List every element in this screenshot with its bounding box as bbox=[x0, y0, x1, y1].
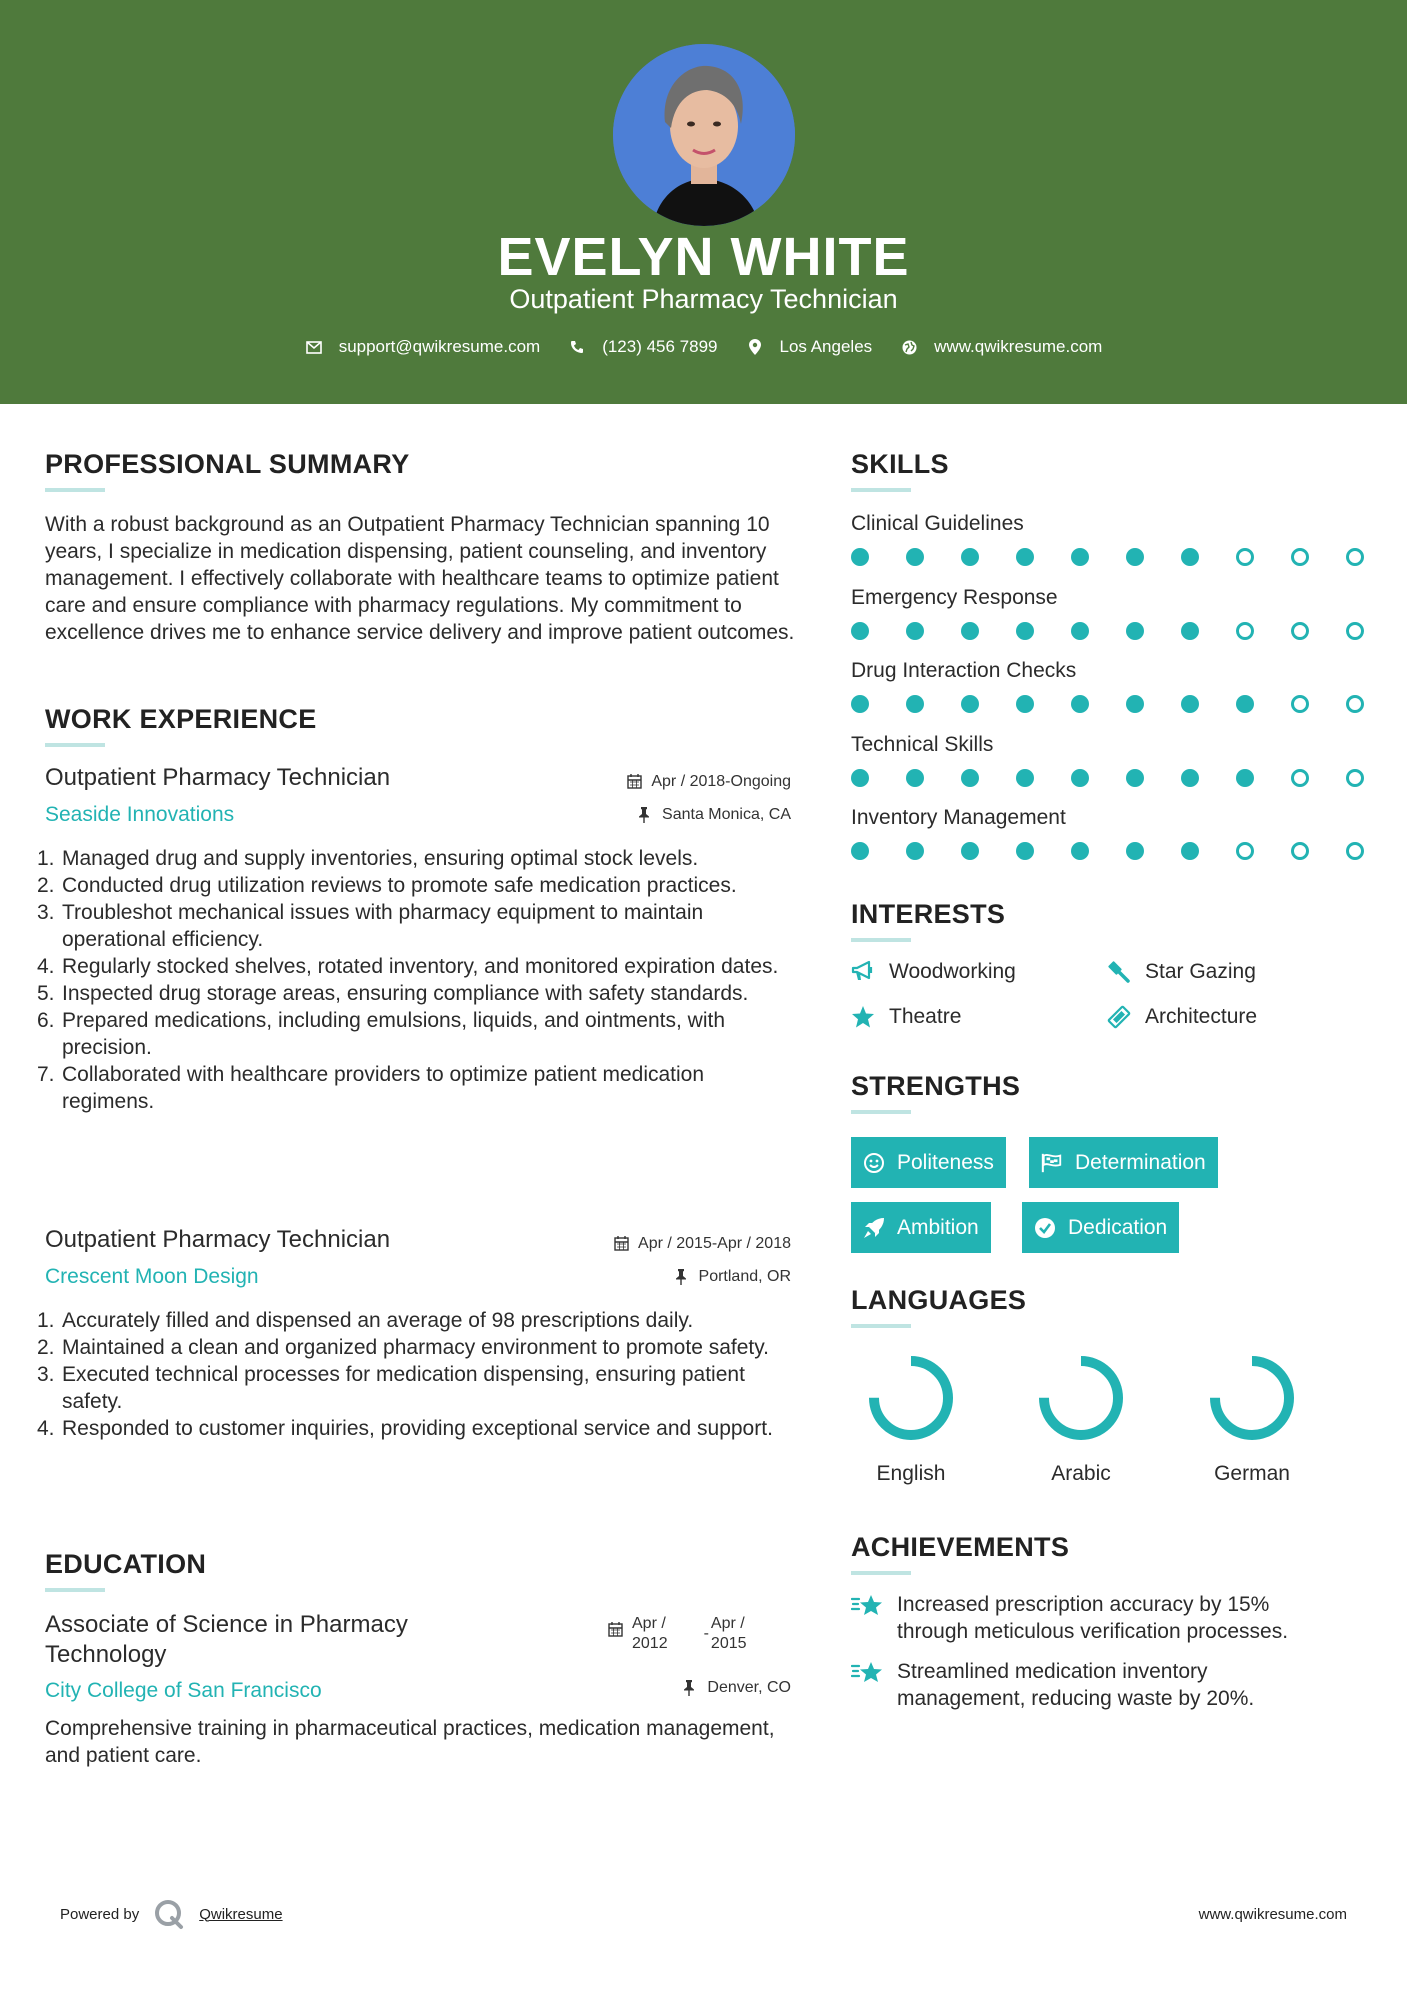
degree-line-1: Associate of Science in Pharmacy bbox=[45, 1611, 408, 1638]
location-text: Los Angeles bbox=[779, 337, 873, 356]
edu-date-dash: - bbox=[703, 1625, 709, 1642]
achievements-rule bbox=[851, 1571, 911, 1575]
pushpin-icon bbox=[638, 807, 654, 823]
bullhorn-icon bbox=[851, 960, 875, 984]
achievement-text-line: Increased prescription accuracy by 15% bbox=[897, 1593, 1270, 1616]
achievements-heading: ACHIEVEMENTS bbox=[851, 1532, 1070, 1562]
star-icon bbox=[851, 1005, 875, 1029]
education-description: Comprehensive training in pharmaceutical practices, medication management, and patient care. bbox=[45, 1717, 775, 1767]
job-2-company[interactable]: Crescent Moon Design bbox=[45, 1265, 259, 1288]
gavel-icon bbox=[1107, 960, 1131, 984]
list-item: 2. Conducted drug utilization reviews to promote safe medication practices. bbox=[37, 874, 737, 897]
rating-dot-filled bbox=[1181, 769, 1199, 787]
rating-dot-filled bbox=[1071, 548, 1089, 566]
brand-link[interactable]: Qwikresume bbox=[199, 1905, 283, 1923]
rating-dot-filled bbox=[961, 842, 979, 860]
rating-dot-empty bbox=[1346, 622, 1364, 640]
job-1-company[interactable]: Seaside Innovations bbox=[45, 803, 235, 826]
shooting-star-icon bbox=[851, 1658, 885, 1688]
list-item: 3. Executed technical processes for medication dispensing, ensuring patient safety. bbox=[37, 1363, 745, 1413]
ticket-icon bbox=[1107, 1005, 1131, 1029]
summary-heading: PROFESSIONAL SUMMARY bbox=[45, 449, 410, 479]
resume-header bbox=[0, 0, 1407, 404]
job-2-location-text: Portland, OR bbox=[698, 1268, 791, 1285]
language-level-arc bbox=[1044, 1361, 1118, 1435]
profile-photo bbox=[613, 44, 795, 226]
interest-label: Theatre bbox=[889, 1005, 962, 1028]
qwikresume-logo-icon bbox=[153, 1898, 185, 1930]
summary-rule bbox=[45, 488, 105, 492]
rating-dot-empty bbox=[1236, 622, 1254, 640]
language-name: German bbox=[1214, 1462, 1290, 1485]
pushpin-icon bbox=[675, 1269, 691, 1285]
rating-dot-empty bbox=[1291, 842, 1309, 860]
skill-rating bbox=[851, 622, 1401, 640]
skill-rating bbox=[851, 842, 1401, 860]
pushpin-icon bbox=[683, 1680, 699, 1696]
strength-determination bbox=[1029, 1137, 1218, 1188]
skills-rule bbox=[851, 488, 911, 492]
list-item: 2. Maintained a clean and organized pharmacy environment to promote safety. bbox=[37, 1336, 770, 1359]
rocket-icon bbox=[863, 1217, 885, 1239]
language-level-arc bbox=[874, 1361, 948, 1435]
skill-rating bbox=[851, 695, 1401, 713]
rating-dot-filled bbox=[851, 842, 869, 860]
list-item: 4. Responded to customer inquiries, providing exceptional service and support. bbox=[37, 1417, 773, 1440]
calendar-icon bbox=[608, 1622, 624, 1638]
interest-label: Star Gazing bbox=[1145, 960, 1256, 983]
rating-dot-empty bbox=[1291, 695, 1309, 713]
list-item: 6. Prepared medications, including emulsions, liquids, and ointments, with precision. bbox=[37, 1009, 726, 1059]
work-heading: WORK EXPERIENCE bbox=[45, 704, 317, 734]
rating-dot-empty bbox=[1346, 548, 1364, 566]
rating-dot-empty bbox=[1236, 548, 1254, 566]
achievement-text-line: management, reducing waste by 20%. bbox=[897, 1687, 1255, 1710]
rating-dot-filled bbox=[1181, 842, 1199, 860]
education-location bbox=[560, 1679, 791, 1697]
achievement-2 bbox=[851, 1658, 1254, 1712]
rating-dot-filled bbox=[1071, 769, 1089, 787]
phone-icon bbox=[568, 338, 586, 356]
shooting-star-icon bbox=[851, 1591, 885, 1621]
rating-dot-empty bbox=[1346, 769, 1364, 787]
candidate-name: EVELYN WHITE bbox=[497, 227, 910, 287]
smile-icon bbox=[863, 1152, 885, 1174]
job-1-date-text: Apr / 2018-Ongoing bbox=[651, 773, 791, 790]
job-2-date bbox=[560, 1235, 791, 1253]
job-1-location-text: Santa Monica, CA bbox=[662, 806, 791, 823]
rating-dot-filled bbox=[1071, 695, 1089, 713]
job-2-title: Outpatient Pharmacy Technician bbox=[45, 1226, 391, 1253]
language-progress-ring bbox=[865, 1352, 957, 1444]
rating-dot-filled bbox=[906, 548, 924, 566]
language-progress-ring bbox=[1035, 1352, 1127, 1444]
work-rule bbox=[45, 743, 105, 747]
job-2-bullets bbox=[37, 1307, 797, 1442]
strength-label: Ambition bbox=[897, 1215, 979, 1239]
rating-dot-empty bbox=[1346, 842, 1364, 860]
achievement-text-line: Streamlined medication inventory bbox=[897, 1660, 1208, 1683]
strength-label: Determination bbox=[1075, 1150, 1206, 1174]
flag-icon bbox=[1041, 1152, 1063, 1174]
interest-woodworking bbox=[851, 960, 1016, 984]
interests-heading: INTERESTS bbox=[851, 899, 1006, 929]
rating-dot-filled bbox=[1236, 769, 1254, 787]
education-rule bbox=[45, 1588, 105, 1592]
rating-dot-filled bbox=[906, 842, 924, 860]
rating-dot-filled bbox=[1126, 842, 1144, 860]
skill-name: Technical Skills bbox=[851, 732, 994, 756]
strength-label: Dedication bbox=[1068, 1215, 1168, 1239]
contact-website[interactable] bbox=[900, 337, 1102, 357]
language-name: English bbox=[876, 1462, 946, 1485]
rating-dot-filled bbox=[1126, 695, 1144, 713]
strength-dedication bbox=[1022, 1202, 1179, 1253]
edu-end-date: Apr / 2015 bbox=[710, 1615, 747, 1652]
rating-dot-filled bbox=[1016, 695, 1034, 713]
rating-dot-empty bbox=[1291, 769, 1309, 787]
job-2-date-text: Apr / 2015-Apr / 2018 bbox=[638, 1235, 791, 1252]
globe-icon bbox=[900, 338, 918, 356]
rating-dot-filled bbox=[906, 622, 924, 640]
rating-dot-filled bbox=[1181, 622, 1199, 640]
website-text: www.qwikresume.com bbox=[934, 337, 1103, 356]
job-1-location bbox=[560, 806, 791, 824]
degree-line-2: Technology bbox=[45, 1641, 167, 1668]
skills-heading: SKILLS bbox=[851, 449, 949, 479]
rating-dot-filled bbox=[1071, 622, 1089, 640]
map-pin-icon bbox=[746, 338, 764, 356]
interest-theatre bbox=[851, 1005, 961, 1029]
rating-dot-empty bbox=[1291, 622, 1309, 640]
phone-text: (123) 456 7899 bbox=[602, 337, 718, 356]
job-2-location bbox=[560, 1268, 791, 1286]
list-item: 1. Managed drug and supply inventories, ensuring optimal stock levels. bbox=[37, 847, 699, 870]
edu-start-date: Apr / 2012 bbox=[632, 1615, 668, 1652]
rating-dot-filled bbox=[851, 622, 869, 640]
achievement-text-line: through meticulous verification processes. bbox=[897, 1620, 1289, 1643]
education-heading: EDUCATION bbox=[45, 1549, 207, 1579]
envelope-icon bbox=[305, 338, 323, 356]
contact-phone[interactable] bbox=[568, 337, 717, 357]
rating-dot-filled bbox=[961, 695, 979, 713]
rating-dot-filled bbox=[1126, 769, 1144, 787]
degree-title bbox=[45, 1610, 408, 1670]
rating-dot-filled bbox=[1236, 695, 1254, 713]
rating-dot-filled bbox=[1071, 842, 1089, 860]
powered-by-text: Powered by bbox=[60, 1905, 140, 1923]
language-item bbox=[846, 1352, 976, 1486]
rating-dot-filled bbox=[851, 695, 869, 713]
language-item bbox=[1016, 1352, 1146, 1486]
strength-ambition bbox=[851, 1202, 991, 1253]
education-date bbox=[608, 1614, 747, 1654]
calendar-icon bbox=[627, 774, 643, 790]
languages-rule bbox=[851, 1324, 911, 1328]
interests-rule bbox=[851, 938, 911, 942]
rating-dot-filled bbox=[851, 548, 869, 566]
rating-dot-empty bbox=[1291, 548, 1309, 566]
list-item: 7. Collaborated with healthcare providers to optimize patient medication regimens. bbox=[37, 1063, 705, 1113]
strengths-heading: STRENGTHS bbox=[851, 1071, 1021, 1101]
rating-dot-filled bbox=[1126, 548, 1144, 566]
rating-dot-filled bbox=[1181, 548, 1199, 566]
skill-rating bbox=[851, 548, 1401, 566]
contact-email[interactable] bbox=[305, 337, 541, 357]
rating-dot-filled bbox=[906, 695, 924, 713]
list-item: 5. Inspected drug storage areas, ensuring compliance with safety standards. bbox=[37, 982, 749, 1005]
list-item: 3. Troubleshot mechanical issues with pharmacy equipment to maintain operational efficiency. bbox=[37, 901, 704, 951]
language-progress-ring bbox=[1206, 1352, 1298, 1444]
interest-star-gazing bbox=[1107, 960, 1256, 984]
job-1-bullets bbox=[37, 845, 797, 1115]
interest-architecture bbox=[1107, 1005, 1257, 1029]
job-1-title: Outpatient Pharmacy Technician bbox=[45, 764, 391, 791]
rating-dot-filled bbox=[906, 769, 924, 787]
strength-label: Politeness bbox=[897, 1150, 994, 1174]
footer-website[interactable]: www.qwikresume.com bbox=[1198, 1906, 1347, 1923]
rating-dot-empty bbox=[1236, 842, 1254, 860]
candidate-title: Outpatient Pharmacy Technician bbox=[509, 284, 898, 314]
skill-name: Inventory Management bbox=[851, 806, 1066, 829]
interest-label: Woodworking bbox=[889, 960, 1016, 983]
strength-politeness bbox=[851, 1137, 1006, 1188]
summary-text: With a robust background as an Outpatient Pharmacy Technician spanning 10 years, I specialize in medication dispensing, patient counseling, and inventory management. I effectively collaborate with healthcare teams to optimize patient care and ensure compliance with pharmacy regulations. My commitment to excellence drives me to enhance service delivery and improve patient outcomes. bbox=[45, 513, 795, 644]
rating-dot-filled bbox=[1126, 622, 1144, 640]
list-item: 4. Regularly stocked shelves, rotated inventory, and monitored expiration dates. bbox=[37, 955, 779, 978]
rating-dot-filled bbox=[1016, 769, 1034, 787]
profile-portrait-icon bbox=[613, 44, 795, 226]
language-name: Arabic bbox=[1051, 1462, 1111, 1485]
calendar-icon bbox=[614, 1236, 630, 1252]
check-circle-icon bbox=[1034, 1217, 1056, 1239]
email-text: support@qwikresume.com bbox=[338, 337, 541, 356]
rating-dot-empty bbox=[1346, 695, 1364, 713]
strengths-rule bbox=[851, 1110, 911, 1114]
list-item: 1. Accurately filled and dispensed an average of 98 prescriptions daily. bbox=[37, 1309, 694, 1332]
interest-label: Architecture bbox=[1145, 1005, 1258, 1028]
skill-name: Clinical Guidelines bbox=[851, 512, 1024, 535]
rating-dot-filled bbox=[1016, 548, 1034, 566]
language-level-arc bbox=[1215, 1361, 1289, 1435]
skill-rating bbox=[851, 769, 1401, 787]
rating-dot-filled bbox=[1016, 842, 1034, 860]
language-item bbox=[1187, 1352, 1317, 1486]
rating-dot-filled bbox=[851, 769, 869, 787]
rating-dot-filled bbox=[961, 622, 979, 640]
education-location-text: Denver, CO bbox=[707, 1679, 791, 1696]
school-name[interactable]: City College of San Francisco bbox=[45, 1679, 322, 1702]
languages-heading: LANGUAGES bbox=[851, 1285, 1027, 1315]
contact-location bbox=[746, 337, 873, 357]
skill-name: Emergency Response bbox=[851, 585, 1058, 609]
achievement-1 bbox=[851, 1591, 1288, 1645]
rating-dot-filled bbox=[961, 548, 979, 566]
footer-powered-by bbox=[60, 1898, 283, 1930]
rating-dot-filled bbox=[1181, 695, 1199, 713]
job-1-date bbox=[560, 773, 791, 791]
contact-bar bbox=[0, 337, 1407, 357]
rating-dot-filled bbox=[1016, 622, 1034, 640]
skill-name: Drug Interaction Checks bbox=[851, 659, 1077, 682]
rating-dot-filled bbox=[961, 769, 979, 787]
